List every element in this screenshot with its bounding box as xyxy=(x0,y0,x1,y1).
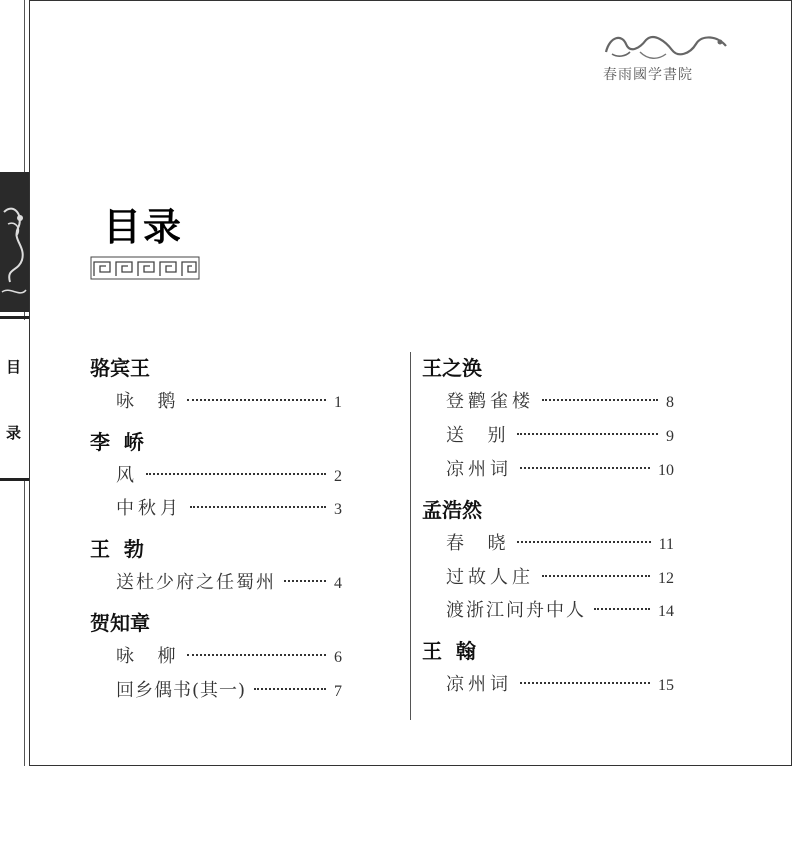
spine-label xyxy=(0,320,29,480)
leader-dots xyxy=(254,688,326,690)
toc-entry[interactable] xyxy=(116,387,342,413)
page-number: 11 xyxy=(658,536,674,553)
page-title: 目录 xyxy=(103,205,184,249)
poet-heading: 王之涣 xyxy=(422,356,482,380)
poet-heading: 贺知章 xyxy=(90,611,150,635)
leader-dots xyxy=(187,654,326,656)
page-number: 4 xyxy=(334,575,342,592)
leader-dots xyxy=(542,399,658,401)
page-number: 2 xyxy=(334,468,342,485)
poem-title: 送 别 xyxy=(446,425,510,446)
toc-entry[interactable] xyxy=(116,568,342,594)
leader-dots xyxy=(520,467,650,469)
leader-dots xyxy=(517,541,650,543)
page-number: 9 xyxy=(666,428,674,445)
poem-title: 登鹳雀楼 xyxy=(446,391,534,412)
poet-heading: 孟浩然 xyxy=(422,498,482,522)
toc-entry[interactable] xyxy=(116,461,342,487)
page-number: 1 xyxy=(334,394,342,411)
dragon-logo-icon xyxy=(600,30,735,62)
spine-rule xyxy=(0,316,29,319)
poet-heading: 骆宾王 xyxy=(90,356,150,380)
book-spine xyxy=(0,0,30,766)
page-number: 3 xyxy=(334,501,342,518)
poem-title: 凉州词 xyxy=(446,459,512,480)
poem-title: 风 xyxy=(116,465,138,486)
toc-entry[interactable] xyxy=(446,421,674,447)
key-pattern-ornament xyxy=(90,256,200,280)
page-number: 10 xyxy=(658,462,674,479)
toc-entry[interactable] xyxy=(116,642,342,668)
poem-title: 咏 鹅 xyxy=(116,391,180,412)
page-number: 8 xyxy=(666,394,674,411)
poem-title: 春 晓 xyxy=(446,533,510,554)
leader-dots xyxy=(542,575,650,577)
poet-heading: 王 勃 xyxy=(90,537,144,561)
toc-entry[interactable] xyxy=(446,670,674,696)
poem-title: 过故人庄 xyxy=(446,567,534,588)
toc-entry[interactable] xyxy=(446,455,674,481)
leader-dots xyxy=(187,399,326,401)
toc-entry[interactable] xyxy=(446,529,674,555)
brand-logo-text: 春雨國学書院 xyxy=(603,67,693,83)
spine-dragon-panel xyxy=(0,172,29,312)
column-divider xyxy=(410,352,411,720)
page-number: 12 xyxy=(658,570,674,587)
toc-entry[interactable] xyxy=(116,494,342,520)
poem-title: 回乡偶书(其一) xyxy=(116,680,247,701)
leader-dots xyxy=(284,580,326,582)
poem-title: 渡浙江问舟中人 xyxy=(446,600,586,621)
leader-dots xyxy=(517,433,658,435)
spine-char-1: 目 xyxy=(6,358,22,376)
spine-rule xyxy=(0,478,29,481)
poet-heading: 李 峤 xyxy=(90,430,144,454)
toc-entry[interactable] xyxy=(116,676,342,702)
page-number: 6 xyxy=(334,649,342,666)
page-number: 15 xyxy=(658,677,674,694)
toc-entry[interactable] xyxy=(446,596,674,622)
poem-title: 送杜少府之任蜀州 xyxy=(116,572,276,593)
dragon-ornament-icon xyxy=(0,172,29,312)
toc-entry[interactable] xyxy=(446,387,674,413)
spine-char-2: 录 xyxy=(6,424,22,442)
poem-title: 凉州词 xyxy=(446,674,512,695)
poem-title: 咏 柳 xyxy=(116,646,180,667)
leader-dots xyxy=(190,506,326,508)
leader-dots xyxy=(594,608,650,610)
poet-heading: 王 翰 xyxy=(422,639,476,663)
leader-dots xyxy=(520,682,650,684)
page-number: 7 xyxy=(334,683,342,700)
leader-dots xyxy=(146,473,326,475)
poem-title: 中秋月 xyxy=(116,498,182,519)
toc-entry[interactable] xyxy=(446,563,674,589)
page-number: 14 xyxy=(658,603,674,620)
